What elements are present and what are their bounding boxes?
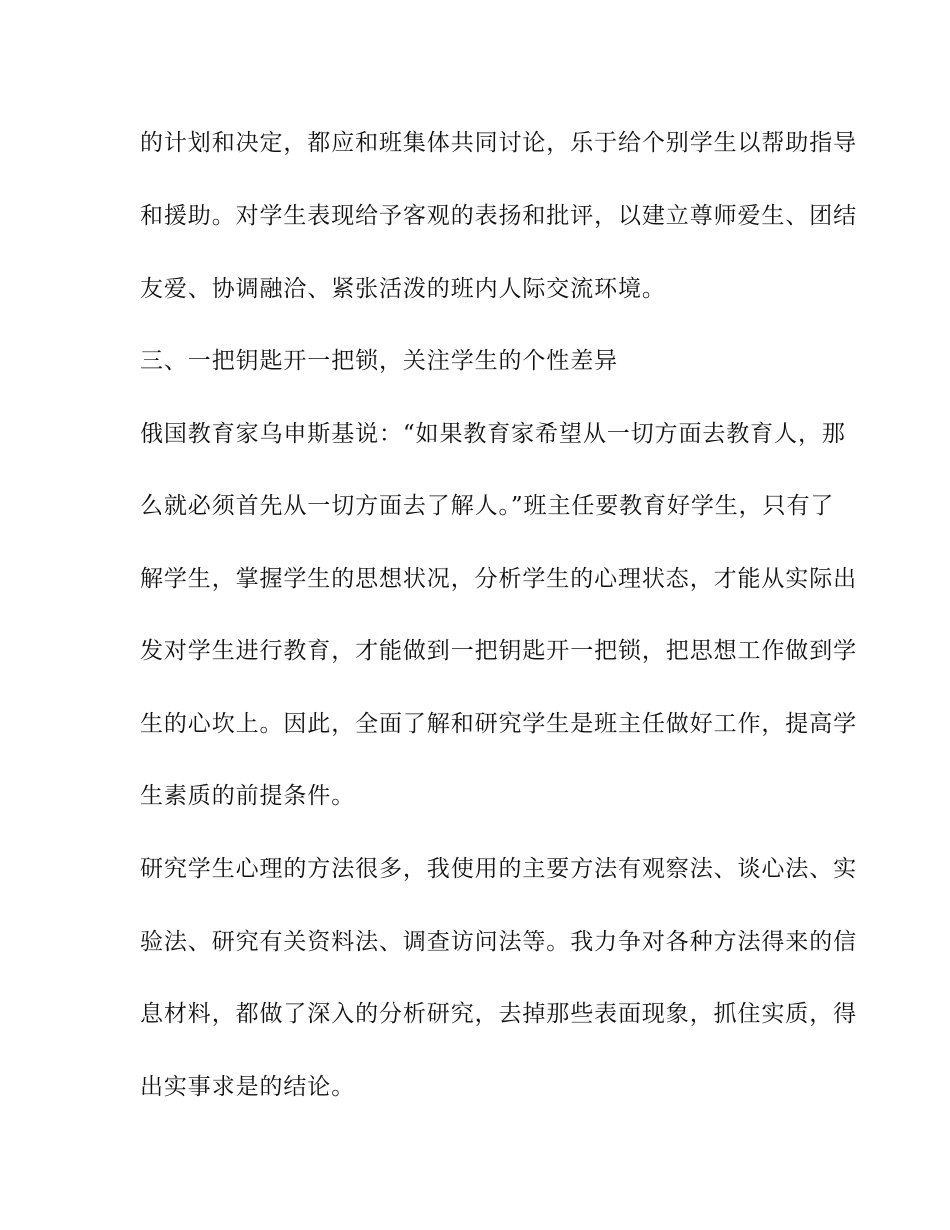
section-heading: 三、一把钥匙开一把锁，关注学生的个性差异 [140,348,618,374]
paragraph-line: 发对学生进行教育，才能做到一把钥匙开一把锁，把思想工作做到学 [140,638,857,664]
paragraph-line: 解学生，掌握学生的思想状况，分析学生的心理状态，才能从实际出 [140,566,857,592]
paragraph-line: 和援助。对学生表现给予客观的表扬和批评，以建立尊师爱生、团结 [140,203,857,229]
paragraph-line: 研究学生心理的方法很多，我使用的主要方法有观察法、谈心法、实 [140,856,857,882]
paragraph-line: 生的心坎上。因此，全面了解和研究学生是班主任做好工作，提高学 [140,711,857,737]
paragraph-line: 息材料，都做了深入的分析研究，去掉那些表面现象，抓住实质，得 [140,1001,857,1027]
paragraph-line: 的计划和决定，都应和班集体共同讨论，乐于给个别学生以帮助指导 [140,130,857,156]
paragraph-line: 么就必须首先从一切方面去了解人。”班主任要教育好学生，只有了 [140,493,835,519]
paragraph-line: 俄国教育家乌申斯基说：“如果教育家希望从一切方面去教育人，那 [140,421,846,447]
paragraph-line: 出实事求是的结论。 [140,1074,356,1100]
paragraph-line: 生素质的前提条件。 [140,783,356,809]
paragraph-line: 验法、研究有关资料法、调查访问法等。我力争对各种方法得来的信 [140,929,857,955]
paragraph-line: 友爱、协调融洽、紧张活泼的班内人际交流环境。 [140,276,666,302]
